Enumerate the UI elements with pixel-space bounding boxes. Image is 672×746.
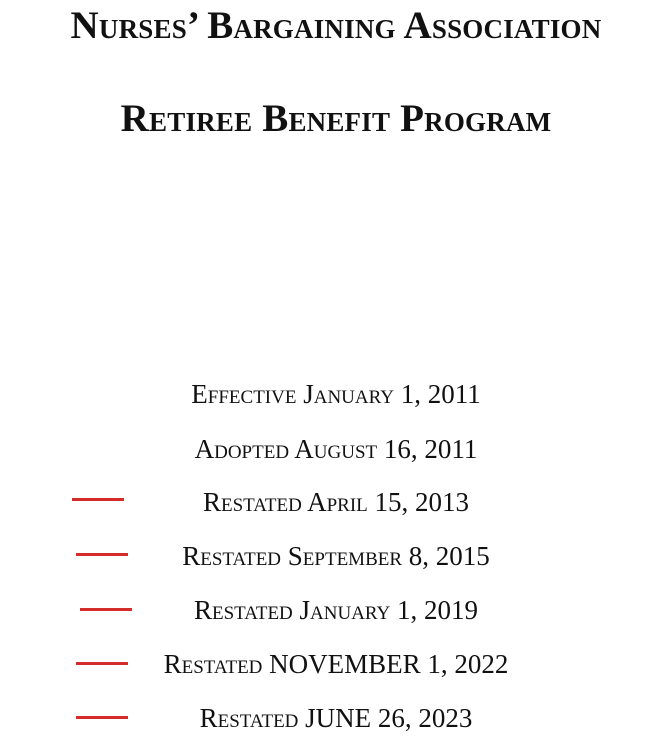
date-restated-2022: Restated NOVEMBER 1, 2022 [163, 649, 509, 679]
date-restated-2019: Restated January 1, 2019 [193, 595, 479, 625]
date-restated-2023: Restated JUNE 26, 2023 [199, 703, 473, 733]
date-adopted: Adopted August 16, 2011 [194, 434, 478, 464]
date-restated-2013: Restated April 15, 2013 [203, 487, 469, 517]
document-title: Nurses’ Bargaining Association [70, 4, 602, 47]
date-effective: Effective January 1, 2011 [191, 379, 481, 409]
document-subtitle: Retiree Benefit Program [120, 97, 552, 140]
date-restated-2015: Restated September 8, 2015 [182, 541, 490, 571]
